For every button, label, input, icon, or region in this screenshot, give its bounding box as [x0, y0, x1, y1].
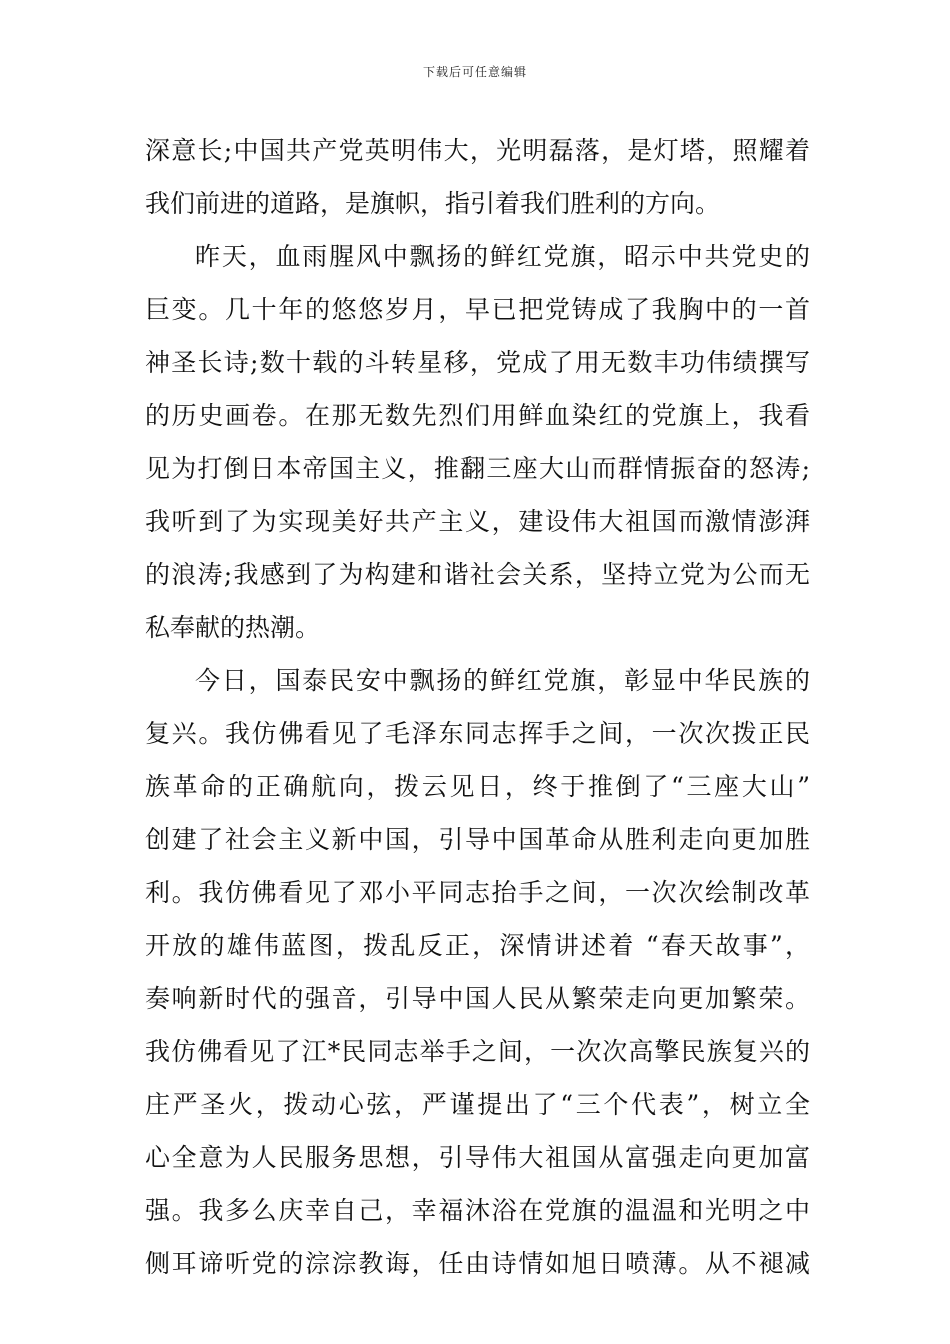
- text-line: 的浪涛;我感到了为构建和谐社会关系，坚持立党为公而无: [145, 560, 810, 589]
- text-line: 心全意为人民服务思想，引导伟大祖国从富强走向更加富: [145, 1143, 810, 1172]
- text-line: 侧耳谛听党的淙淙教诲，任由诗情如旭日喷薄。从不褪减: [145, 1249, 810, 1278]
- document-body: [145, 124, 810, 1290]
- text-line: 今日，国泰民安中飘扬的鲜红党旗，彰显中华民族的: [195, 666, 810, 695]
- text-line: 利。我仿佛看见了邓小平同志抬手之间，一次次绘制改革: [145, 878, 810, 907]
- text-line: 昨天，血雨腥风中飘扬的鲜红党旗，昭示中共党史的: [195, 242, 810, 271]
- page-header: 下载后可任意编辑: [422, 65, 527, 79]
- text-line: 复兴。我仿佛看见了毛泽东同志挥手之间，一次次拨正民: [145, 719, 810, 748]
- text-line: 神圣长诗;数十载的斗转星移，党成了用无数丰功伟绩撰写: [145, 348, 810, 377]
- text-line: 私奉献的热潮。: [145, 613, 321, 642]
- text-line: 强。我多么庆幸自己，幸福沐浴在党旗的温温和光明之中: [145, 1196, 810, 1225]
- text-line: 巨变。几十年的悠悠岁月，早已把党铸成了我胸中的一首: [145, 295, 810, 324]
- text-line: 族革命的正确航向，拨云见日，终于推倒了“三座大山”: [145, 772, 810, 801]
- text-line: 我仿佛看见了江*民同志举手之间，一次次高擎民族复兴的: [145, 1037, 810, 1066]
- text-line: 奏响新时代的强音，引导中国人民从繁荣走向更加繁荣。: [145, 984, 810, 1013]
- text-line: 深意长;中国共产党英明伟大，光明磊落，是灯塔，照耀着: [145, 136, 810, 165]
- text-line: 见为打倒日本帝国主义，推翻三座大山而群情振奋的怒涛;: [145, 454, 810, 483]
- text-line: 开放的雄伟蓝图，拨乱反正，深情讲述着 “春天故事”，: [145, 931, 810, 960]
- text-line: 我们前进的道路，是旗帜，指引着我们胜利的方向。: [145, 189, 721, 218]
- text-line: 创建了社会主义新中国，引导中国革命从胜利走向更加胜: [145, 825, 810, 854]
- text-line: 的历史画卷。在那无数先烈们用鲜血染红的党旗上，我看: [145, 401, 810, 430]
- text-line: 我听到了为实现美好共产主义，建设伟大祖国而激情澎湃: [145, 507, 810, 536]
- text-line: 庄严圣火，拨动心弦，严谨提出了“三个代表”，树立全: [145, 1090, 810, 1119]
